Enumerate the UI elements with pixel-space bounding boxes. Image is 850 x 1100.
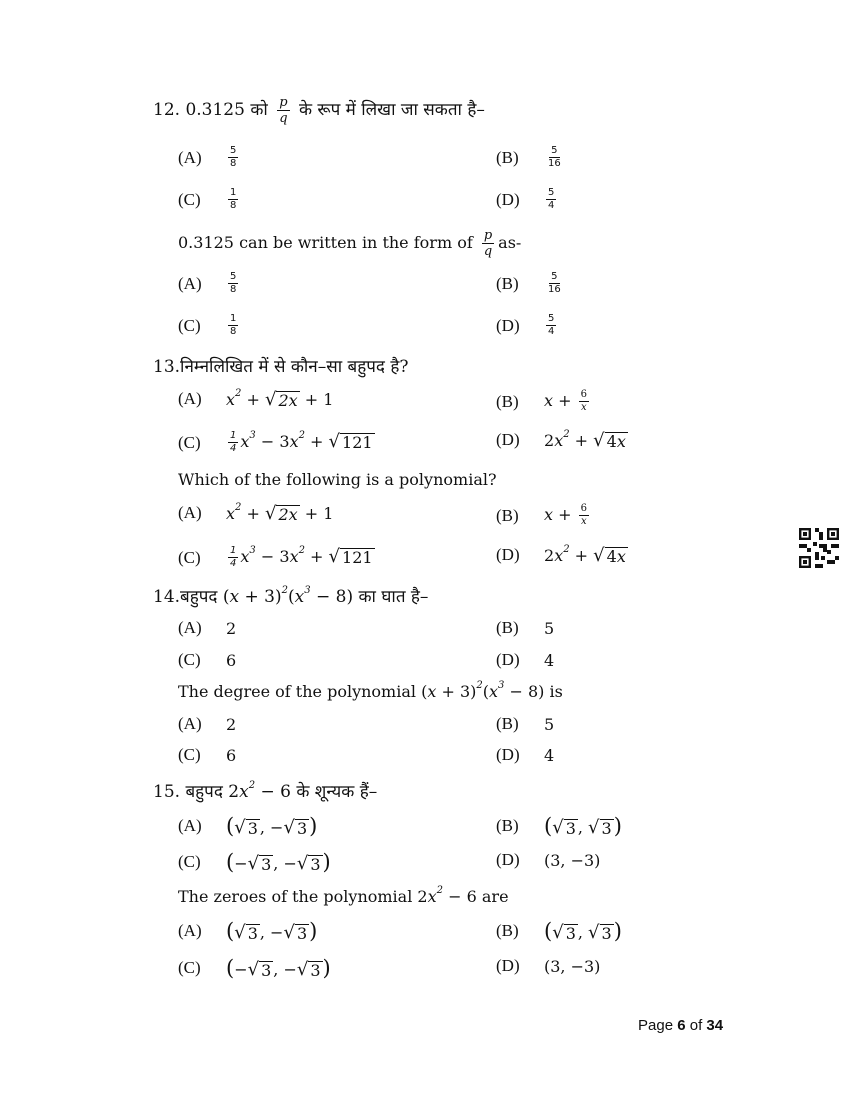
q14-hindi	[153, 584, 428, 607]
q14-en-option-b[interactable]	[496, 714, 554, 734]
q14-hi-option-b[interactable]	[496, 618, 554, 638]
option-label: (A)	[178, 147, 202, 167]
option-value: 2	[226, 618, 237, 638]
option-fraction: $\frac{1}{8}$	[230, 187, 237, 211]
option-label: (A)	[178, 714, 202, 733]
option-value: 6	[226, 650, 237, 670]
math-expression: $x^2$ + √ 2x + 1	[226, 501, 334, 524]
q12-en-suffix: as-	[498, 233, 522, 252]
math-expression: ( √ 3 , − √ 3 )	[226, 919, 318, 943]
option-value: 5	[544, 618, 555, 638]
q14-hi-suffix: का घात है–	[358, 587, 429, 607]
option-label: (A)	[178, 503, 202, 522]
option-label: (C)	[178, 958, 201, 977]
option-fraction: $\frac{5}{8}$	[230, 145, 237, 169]
q13-hindi: 13.निम्नलिखित में से कौन–सा बहुपद है?	[153, 357, 409, 377]
option-label: (D)	[496, 745, 520, 764]
q12-en-option-c[interactable]	[178, 313, 240, 338]
q14-en-option-d[interactable]	[496, 745, 554, 765]
option-fraction: $\frac{5}{16}$	[548, 271, 561, 295]
q13-en-option-b[interactable]	[496, 503, 591, 528]
option-label: (D)	[496, 189, 520, 209]
option-value: 2	[226, 714, 237, 734]
q12-en-option-b[interactable]	[496, 271, 565, 296]
q12-hi-suffix: के रूप में लिखा जा सकता है–	[298, 100, 485, 120]
polynomial-expression: $2x^2 - 6$	[417, 885, 477, 906]
option-label: (B)	[496, 147, 519, 167]
option-label: (B)	[496, 714, 519, 733]
q15-en-option-d[interactable]	[496, 956, 600, 976]
q14-english	[178, 682, 563, 701]
math-expression: (− √ 3 , − √ 3 )	[226, 850, 331, 874]
math-expression: $\frac{1}{4}$ $x^3 - 3x^2$ + √ 121	[230, 545, 373, 569]
math-expression: ( √ 3 , √ 3 )	[544, 919, 622, 943]
option-label: (C)	[178, 432, 201, 452]
option-label: (D)	[496, 430, 520, 449]
math-expression: ( √ 3 , √ 3 )	[544, 814, 622, 838]
q15-en-suffix: are	[481, 887, 509, 906]
fraction-numerator: p	[279, 95, 288, 110]
polynomial-expression: $(x + 3)^2(x^3 - 8)$	[421, 680, 545, 701]
q15-en-option-b[interactable]	[496, 919, 622, 943]
polynomial-expression: $2x^2 - 6$	[228, 780, 291, 802]
q15-hi-option-d[interactable]	[496, 850, 600, 870]
option-label: (D)	[496, 956, 520, 975]
q14-hi-prefix: 14.बहुपद	[153, 587, 218, 607]
option-label: (B)	[496, 618, 519, 637]
option-fraction: $\frac{5}{16}$	[548, 145, 561, 169]
option-label: (B)	[496, 273, 519, 293]
option-label: (D)	[496, 545, 520, 564]
q14-en-option-a[interactable]	[178, 714, 236, 734]
option-label: (D)	[496, 850, 520, 869]
q12-hi-option-b[interactable]	[496, 145, 565, 170]
qr-code-icon	[799, 528, 839, 568]
option-label: (A)	[178, 816, 202, 835]
q12-hi-option-c[interactable]	[178, 187, 240, 212]
q13-en-option-c[interactable]	[178, 545, 375, 570]
q13-hi-option-c[interactable]	[178, 430, 375, 455]
math-expression: (− √ 3 , − √ 3 )	[226, 956, 331, 980]
option-label: (D)	[496, 650, 520, 669]
p-over-q-fraction	[277, 95, 289, 126]
option-label: (C)	[178, 852, 201, 871]
math-expression: x + $\frac{6}{x}$	[544, 503, 587, 527]
option-label: (D)	[496, 315, 520, 335]
q14-hi-option-a[interactable]	[178, 618, 236, 638]
q14-en-prefix: The degree of the polynomial	[178, 682, 416, 701]
math-expression: $2x^2$ + √ 4x	[544, 428, 626, 451]
q15-hi-suffix: के शून्यक हैं–	[296, 782, 378, 802]
q14-en-option-c[interactable]	[178, 745, 236, 765]
option-value: 5	[544, 714, 555, 734]
q13-hi-option-d[interactable]	[496, 430, 628, 450]
option-label: (A)	[178, 389, 202, 408]
math-expression: $x^2$ + √ 2x + 1	[226, 387, 334, 410]
q13-en-option-d[interactable]	[496, 545, 628, 565]
q15-hindi	[153, 779, 377, 802]
fraction-denominator: q	[279, 111, 288, 126]
q15-hi-option-b[interactable]	[496, 814, 622, 838]
q12-en-option-a[interactable]	[178, 271, 240, 296]
q15-hi-option-c[interactable]	[178, 850, 331, 874]
option-value: (3, −3)	[544, 956, 601, 976]
option-label: (C)	[178, 745, 201, 764]
total-pages: 34	[706, 1017, 724, 1034]
q12-en-option-d[interactable]	[496, 313, 558, 338]
math-expression: x + $\frac{6}{x}$	[544, 389, 587, 413]
q14-en-suffix: is	[549, 682, 563, 701]
math-expression: $\frac{1}{4}$ $x^3 - 3x^2$ + √ 121	[230, 430, 373, 454]
q13-hi-option-b[interactable]	[496, 389, 591, 414]
q12-hi-prefix: 12. 0.3125 को	[153, 100, 268, 120]
q14-hi-option-c[interactable]	[178, 650, 236, 670]
option-fraction: $\frac{1}{8}$	[230, 313, 237, 337]
q13-english: Which of the following is a polynomial?	[178, 470, 497, 489]
option-label: (A)	[178, 273, 202, 293]
polynomial-expression: $(x + 3)^2(x^3 - 8)$	[222, 585, 354, 607]
q13-en-option-a[interactable]	[178, 503, 333, 523]
math-expression: ( √ 3 , − √ 3 )	[226, 814, 318, 838]
option-fraction: $\frac{5}{8}$	[230, 271, 237, 295]
option-fraction: $\frac{5}{4}$	[548, 313, 555, 337]
q13-hi-option-a[interactable]	[178, 389, 333, 409]
q12-hi-option-a[interactable]	[178, 145, 240, 170]
option-fraction: $\frac{5}{4}$	[548, 187, 555, 211]
option-label: (C)	[178, 315, 201, 335]
option-value: 4	[544, 745, 555, 765]
p-over-q-fraction: $\frac{p}{q}$	[483, 228, 493, 259]
q12-hindi	[153, 95, 485, 126]
option-label: (A)	[178, 618, 202, 637]
option-value: 6	[226, 745, 237, 765]
q15-en-prefix: The zeroes of the polynomial	[178, 887, 413, 906]
option-value: (3, −3)	[544, 850, 601, 870]
option-label: (C)	[178, 189, 201, 209]
q15-hi-prefix: 15. बहुपद	[153, 782, 223, 802]
option-label: (B)	[496, 816, 519, 835]
math-expression: $2x^2$ + √ 4x	[544, 543, 626, 566]
page-number: Page 6 of 34	[638, 1017, 724, 1034]
q12-english	[178, 228, 521, 259]
q15-english	[178, 887, 509, 906]
q15-en-option-c[interactable]	[178, 956, 331, 980]
option-label: (B)	[496, 391, 519, 411]
option-label: (C)	[178, 650, 201, 669]
option-label: (B)	[496, 505, 519, 525]
q15-en-option-a[interactable]	[178, 919, 317, 943]
q15-hi-option-a[interactable]	[178, 814, 317, 838]
q14-hi-option-d[interactable]	[496, 650, 554, 670]
q12-en-prefix: 0.3125 can be written in the form of	[178, 233, 473, 252]
option-label: (C)	[178, 547, 201, 567]
q12-hi-option-d[interactable]	[496, 187, 558, 212]
option-label: (B)	[496, 921, 519, 940]
option-label: (A)	[178, 921, 202, 940]
option-value: 4	[544, 650, 555, 670]
current-page: 6	[677, 1017, 686, 1034]
